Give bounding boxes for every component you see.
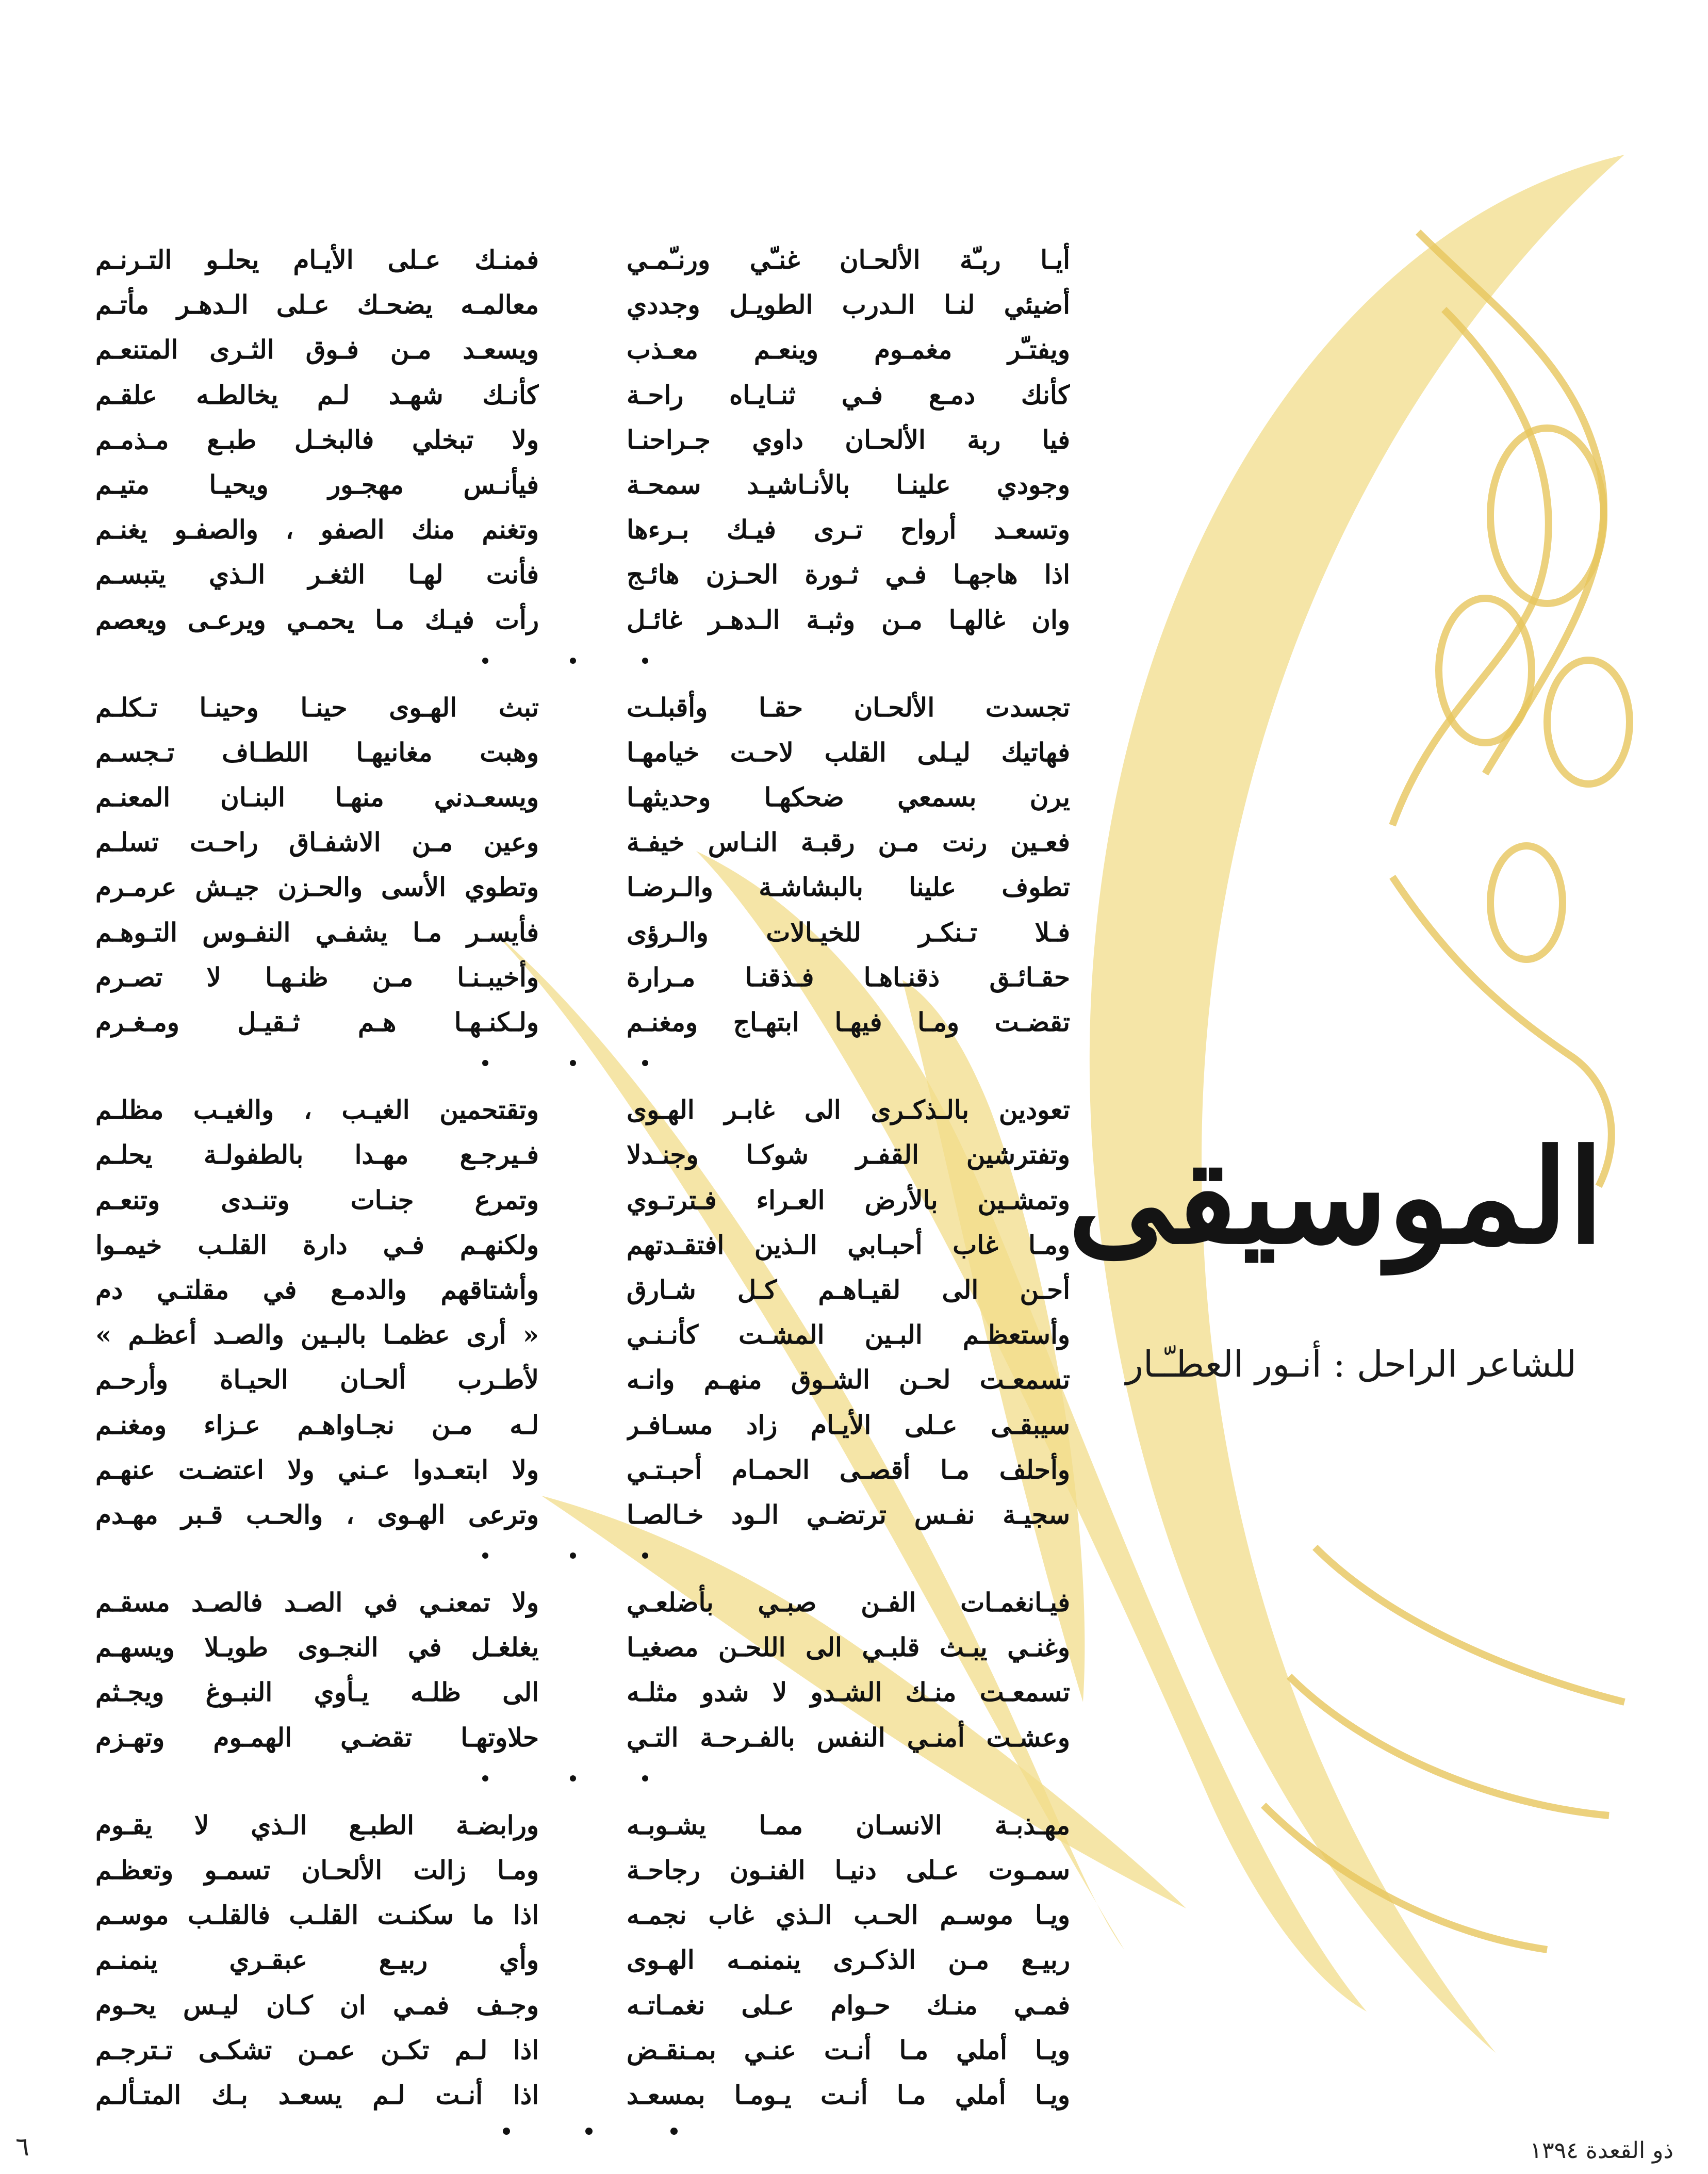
verse-line: تجسدت الألحـان حقـا وأقبلـت <box>627 692 1070 723</box>
poem-stanza <box>627 685 1070 1045</box>
poem-stanza <box>95 1087 539 1537</box>
verse-line: فمـي منـك حـوام عـلى نغمـاتـه <box>627 1989 1070 2020</box>
separator-dot <box>570 658 576 664</box>
poem-byline: للشاعر الراحل : أنـور العطـّـار <box>1126 1343 1576 1385</box>
stanza-separator <box>627 642 1070 685</box>
verse-line: فـلا تـنكـر للخيـالات والـرؤى <box>627 917 1070 947</box>
verse-line: تقضـت ومـا فيهـا ابتهـاج ومغنـم <box>627 1007 1070 1037</box>
verse-line: فعـين رنت مـن رقبـة النـاس خيفـة <box>627 827 1070 858</box>
verse-line: تبث الهـوى حينـا وحينـا تـكلـم <box>95 692 539 723</box>
verse-line: وان غالهـا مـن وثبـة الـدهـر غائـل <box>627 604 1070 635</box>
verse-line: تعودين بالـذكـرى الى غابـر الهـوى <box>627 1094 1070 1125</box>
separator-dot <box>642 1060 648 1066</box>
poem-title: الموسيقى <box>1068 1121 1604 1272</box>
verse-line: سجيـة نفـس ترتضـي الـود خـالصـا <box>627 1499 1070 1530</box>
verse-line: وتقتحمين الغيـب ، والغيـب مظلـم <box>95 1094 539 1125</box>
verse-line: ويسعـد مـن فـوق الثـرى المتنعـم <box>95 334 539 365</box>
separator-dot <box>570 1775 576 1781</box>
verse-line: تطوف علينا بالبشاشـة والـرضـا <box>627 872 1070 903</box>
verse-line: وأي ربيـع عبقـري ينمنـم <box>95 1944 539 1975</box>
verse-line: أضيئي لنـا الـدرب الطويـل وجددي <box>627 289 1070 320</box>
stanza-separator <box>627 1760 1070 1803</box>
verse-line: ومـا زالت الألحـان تسمـو وتعظـم <box>95 1855 539 1885</box>
verse-line: وأحلف مـا أقصـى الحمـام أحبـتـي <box>627 1454 1070 1485</box>
verse-line: وأخيبـنـا مـن ظنـهـا لا تصـرم <box>95 961 539 992</box>
verse-line: فأنت لهـا الثغـر الـذي يتبسـم <box>95 559 539 590</box>
verse-line: وتفترشين القفـر شوكـا وجنـدلا <box>627 1139 1070 1170</box>
verse-line: ولـكنـهـا هـم ثـقيـل ومـغـرم <box>95 1007 539 1037</box>
verse-line: ويـا أملي مـا أنـت يـومـا بمسعـد <box>627 2079 1070 2110</box>
stanza-separator <box>95 1760 539 1803</box>
verse-line: وجودي علينـا بالأنـاشيـد سمحـة <box>627 469 1070 500</box>
issue-date: ذو القعدة ١٣٩٤ <box>1530 2137 1673 2164</box>
verse-line: وتمرع جنـات وتنـدى وتنعـم <box>95 1184 539 1215</box>
verse-line: ويـا موسـم الحـب الـذي غاب نجمـه <box>627 1900 1070 1931</box>
poem-stanza <box>627 237 1070 642</box>
verse-line: ولا تمعنـي في الصـد فالصـد مسقـم <box>95 1587 539 1618</box>
verse-line: فهاتيك ليـلى القلب لاحـت خيامهـا <box>627 737 1070 767</box>
verse-line: ولا ابتعـدوا عـني ولا اعتضـت عنهـم <box>95 1454 539 1485</box>
verse-line: فيـانغمـات الفـن صبـي بأضلعـي <box>627 1587 1070 1618</box>
verse-line: اذا هاجهـا فـي ثـورة الحـزن هائـج <box>627 559 1070 590</box>
verse-line: معالمـه يضحـك عـلى الـدهـر مأتـم <box>95 289 539 320</box>
verse-line: حلاوتهـا تقضـي الهمـوم وتهـزم <box>95 1722 539 1753</box>
separator-dot <box>570 1552 576 1559</box>
verse-line: تسمعـت منـك الشـدو لا شدو مثلـه <box>627 1677 1070 1708</box>
verse-line: وتمشـين بالأرض العـراء فـترتـوي <box>627 1184 1070 1215</box>
verse-line: « أرى عظمـا بالبـين والصـد أعظـم » <box>95 1319 539 1350</box>
verse-line: اذا أنـت لـم يسعـد بـك المتـألـم <box>95 2079 539 2110</box>
verse-line: وتغنم منك الصفو ، والصفـو يغنـم <box>95 514 539 545</box>
verse-line: ربيـع مـن الذكـرى ينمنمـه الهـوى <box>627 1944 1070 1975</box>
verse-line: مهـذبـة الانسـان ممـا يشـوبـه <box>627 1809 1070 1840</box>
stanza-separator <box>95 1537 539 1580</box>
stanza-separator <box>95 1044 539 1087</box>
verse-line: ورابضـة الطبـع الـذي لا يقـوم <box>95 1809 539 1840</box>
separator-dot <box>642 658 648 664</box>
verse-line: سيبقـى عـلى الأيـام زاد مسـافـر <box>627 1409 1070 1440</box>
verse-line: رأت فيـك مـا يحمـي ويرعـى ويعصم <box>95 604 539 635</box>
poem-column-right <box>627 237 1070 2117</box>
poem-stanza <box>95 1580 539 1760</box>
verse-line: كأنك دمـع فـي ثنـايـاه راحـة <box>627 379 1070 410</box>
verse-line: فيأنـس مهجـور ويحيـا متيـم <box>95 469 539 500</box>
verse-line: أحـن الى لقيـاهـم كـل شـارق <box>627 1274 1070 1305</box>
verse-line: فأيسـر مـا يشفـي النفـوس التـوهـم <box>95 917 539 947</box>
separator-dot <box>482 1552 488 1559</box>
verse-line: وعشـت أمنـي النفس بالفـرحـة التـي <box>627 1722 1070 1753</box>
verse-line: أيـا ربـّة الألحـان غنـّي ورنـّمـي <box>627 244 1070 275</box>
verse-line: يرن بسمعي ضحكهـا وحديثهـا <box>627 782 1070 813</box>
verse-line: وعين مـن الاشفـاق راحـت تسلـم <box>95 827 539 858</box>
verse-line: وترعى الهـوى ، والحـب قـبر مهـدم <box>95 1499 539 1530</box>
poem-column-left <box>95 237 539 2117</box>
separator-dot <box>642 1775 648 1781</box>
stanza-separator <box>627 1537 1070 1580</box>
separator-dot <box>670 2128 678 2135</box>
stanza-separator <box>627 1044 1070 1087</box>
page-number: ٦ <box>15 2132 29 2162</box>
verse-line: الى ظلـه يـأوي النبـوغ ويجـثم <box>95 1677 539 1708</box>
verse-line: تسمعـت لحـن الشـوق منهـم وانـه <box>627 1364 1070 1395</box>
separator-dot <box>482 658 488 664</box>
separator-dot <box>482 1775 488 1781</box>
verse-line: وأستعظـم البـين المشـت كأنـنـي <box>627 1319 1070 1350</box>
verse-line: وهبت مغانيهـا اللطـاف تـجسـم <box>95 737 539 767</box>
verse-line: حقـائـق ذقنـاهـا فـذقنـا مـرارة <box>627 961 1070 992</box>
verse-line: يغلغـل في النجـوى طويـلا ويسهـم <box>95 1632 539 1663</box>
verse-line: وجـف فمـي ان كـان ليـس يحـوم <box>95 1989 539 2020</box>
verse-line: وتطوي الأسى والحـزن جيـش عرمـرم <box>95 872 539 903</box>
poem-stanza <box>95 1803 539 2117</box>
separator-dot <box>642 1552 648 1559</box>
verse-line: لـه مـن نجـاواهـم عـزاء ومغنـم <box>95 1409 539 1440</box>
stanza-separator <box>95 642 539 685</box>
separator-dot <box>585 2128 593 2135</box>
verse-line: فمنـك عـلى الأيـام يحلـو التـرنـم <box>95 244 539 275</box>
verse-line: ولا تبخلي فالبخـل طبـع مـذمـم <box>95 424 539 455</box>
verse-line: اذا لـم تكـن عمـن تشكـى تـترجـم <box>95 2034 539 2065</box>
verse-line: فيا ربة الألحـان داوي جـراحنـا <box>627 424 1070 455</box>
verse-line: وغنـي يبـث قلبـي الى اللحـن مصغيـا <box>627 1632 1070 1663</box>
verse-line: لأطـرب ألحـان الحيـاة وأرحـم <box>95 1364 539 1395</box>
poem-stanza <box>95 237 539 642</box>
verse-line: وأشتاقهم والدمـع في مقلتـي دم <box>95 1274 539 1305</box>
verse-line: ومـا غاب أحبـابي الـذين افتقـدتهم <box>627 1229 1070 1260</box>
poem-title-block <box>1068 1093 1604 1454</box>
verse-line: وتسعـد أرواح تـرى فيـك بـرءها <box>627 514 1070 545</box>
poem-stanza <box>627 1580 1070 1760</box>
verse-line: ويـا أملي مـا أنـت عنـي بمـنقـض <box>627 2034 1070 2065</box>
verse-line: ويفتـّر مغمـوم وينعـم معـذب <box>627 334 1070 365</box>
verse-line: ويسعـدني منهـا البنـان المعنـم <box>95 782 539 813</box>
verse-line: ولكنهـم فـي دارة القلـب خيمـوا <box>95 1229 539 1260</box>
separator-dot <box>482 1060 488 1066</box>
poem-stanza <box>627 1803 1070 2117</box>
verse-line: اذا ما سكنـت القلـب فالقلـب موسـم <box>95 1900 539 1931</box>
verse-line: سمـوت عـلى دنيـا الفنـون رجاحـة <box>627 1855 1070 1885</box>
verse-line: كأنـك شهـد لـم يخالطـه علقـم <box>95 379 539 410</box>
poem-stanza <box>627 1087 1070 1537</box>
separator-dot <box>503 2128 510 2135</box>
verse-line: فـيرجـع مهـدا بالطفولـة يحلـم <box>95 1139 539 1170</box>
poem-stanza <box>95 685 539 1045</box>
